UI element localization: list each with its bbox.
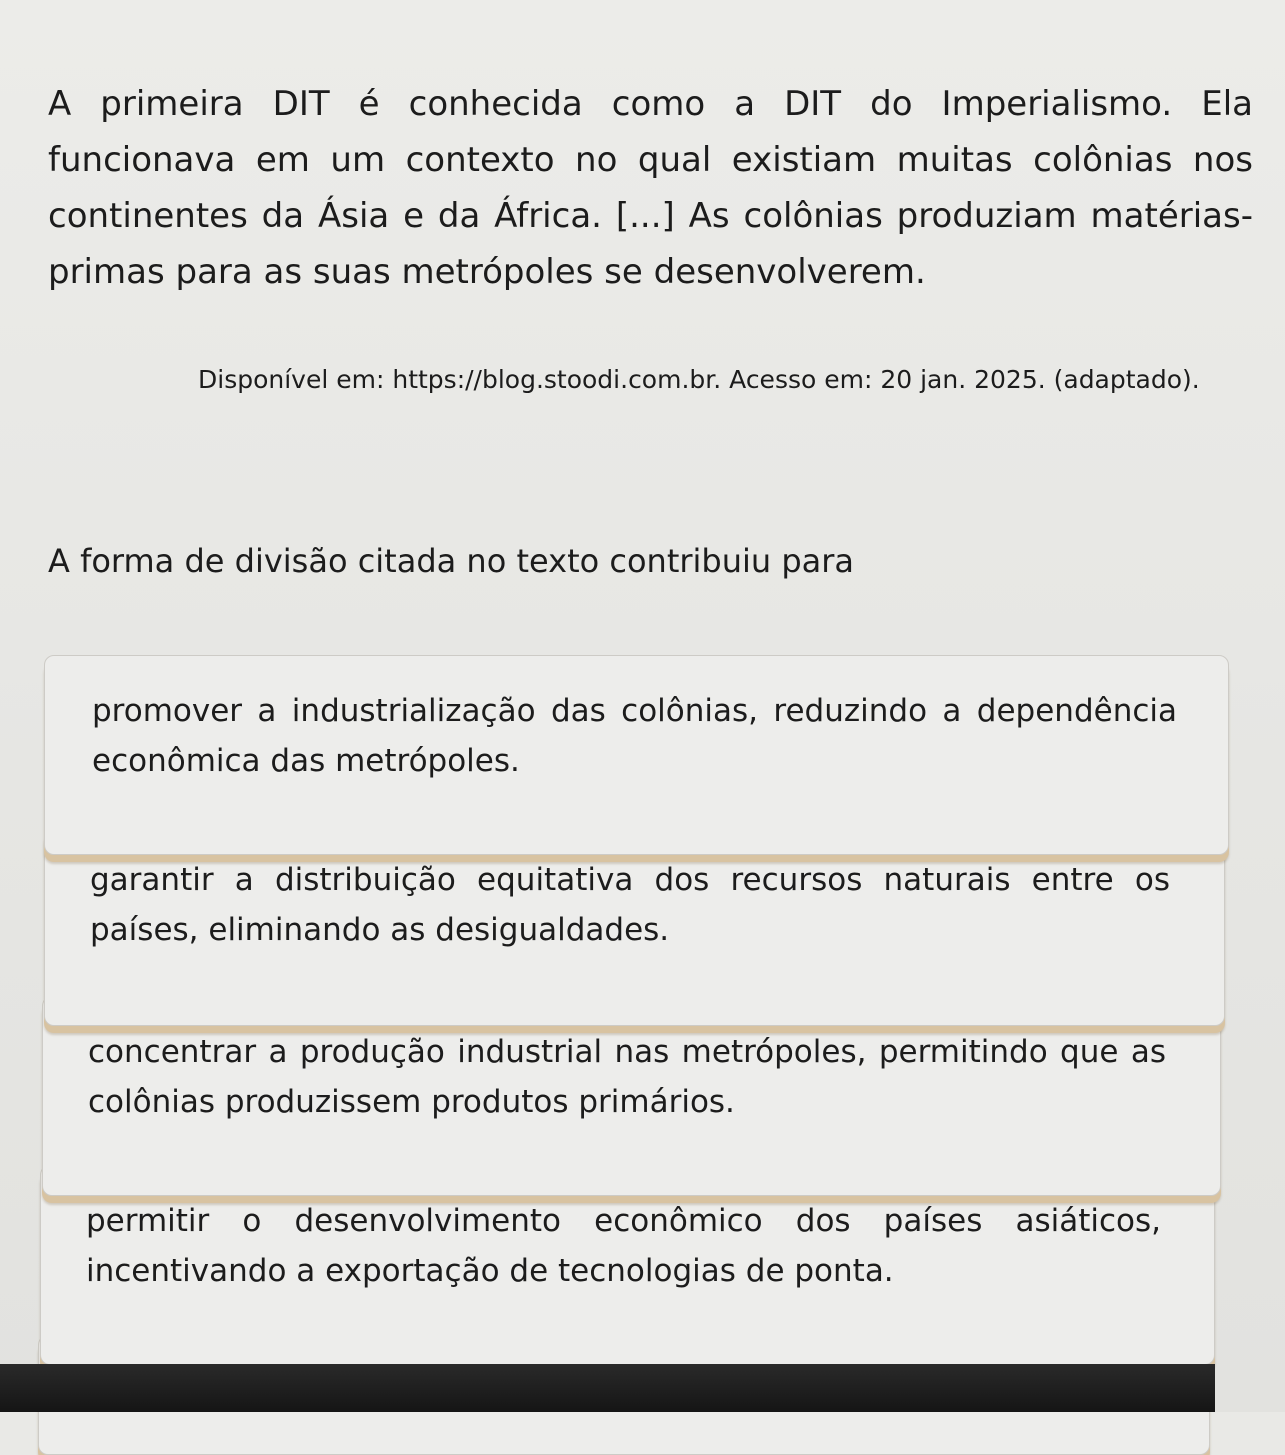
question-prompt: A forma de divisão citada no texto contribuiu para xyxy=(48,542,855,580)
source-citation: Disponível em: https://blog.stoodi.com.br. Acesso em: 20 jan. 2025. (adaptado). xyxy=(198,365,1200,394)
monitor-bezel xyxy=(0,1364,1285,1412)
answer-option-2-text: garantir a distribuição equitativa dos recursos naturais entre os países, eliminando as desigualdades. xyxy=(90,862,1170,948)
answer-option-1-text: promover a industrialização das colônias, reduzindo a dependência econômica das metrópoles. xyxy=(92,693,1177,779)
passage-text: A primeira DIT é conhecida como a DIT do Imperialismo. Ela funcionava em um contexto no qual existiam muitas colônias nos continentes da Ásia e da África. [...] As colônias produziam matérias-primas para as suas metrópoles se desenvolverem. xyxy=(48,84,1253,292)
answer-option-4-text: permitir o desenvolvimento econômico dos países asiáticos, incentivando a exportação de tecnologias de ponta. xyxy=(86,1203,1161,1289)
answer-option-3-text: concentrar a produção industrial nas metrópoles, permitindo que as colônias produzissem produtos primários. xyxy=(88,1034,1166,1120)
